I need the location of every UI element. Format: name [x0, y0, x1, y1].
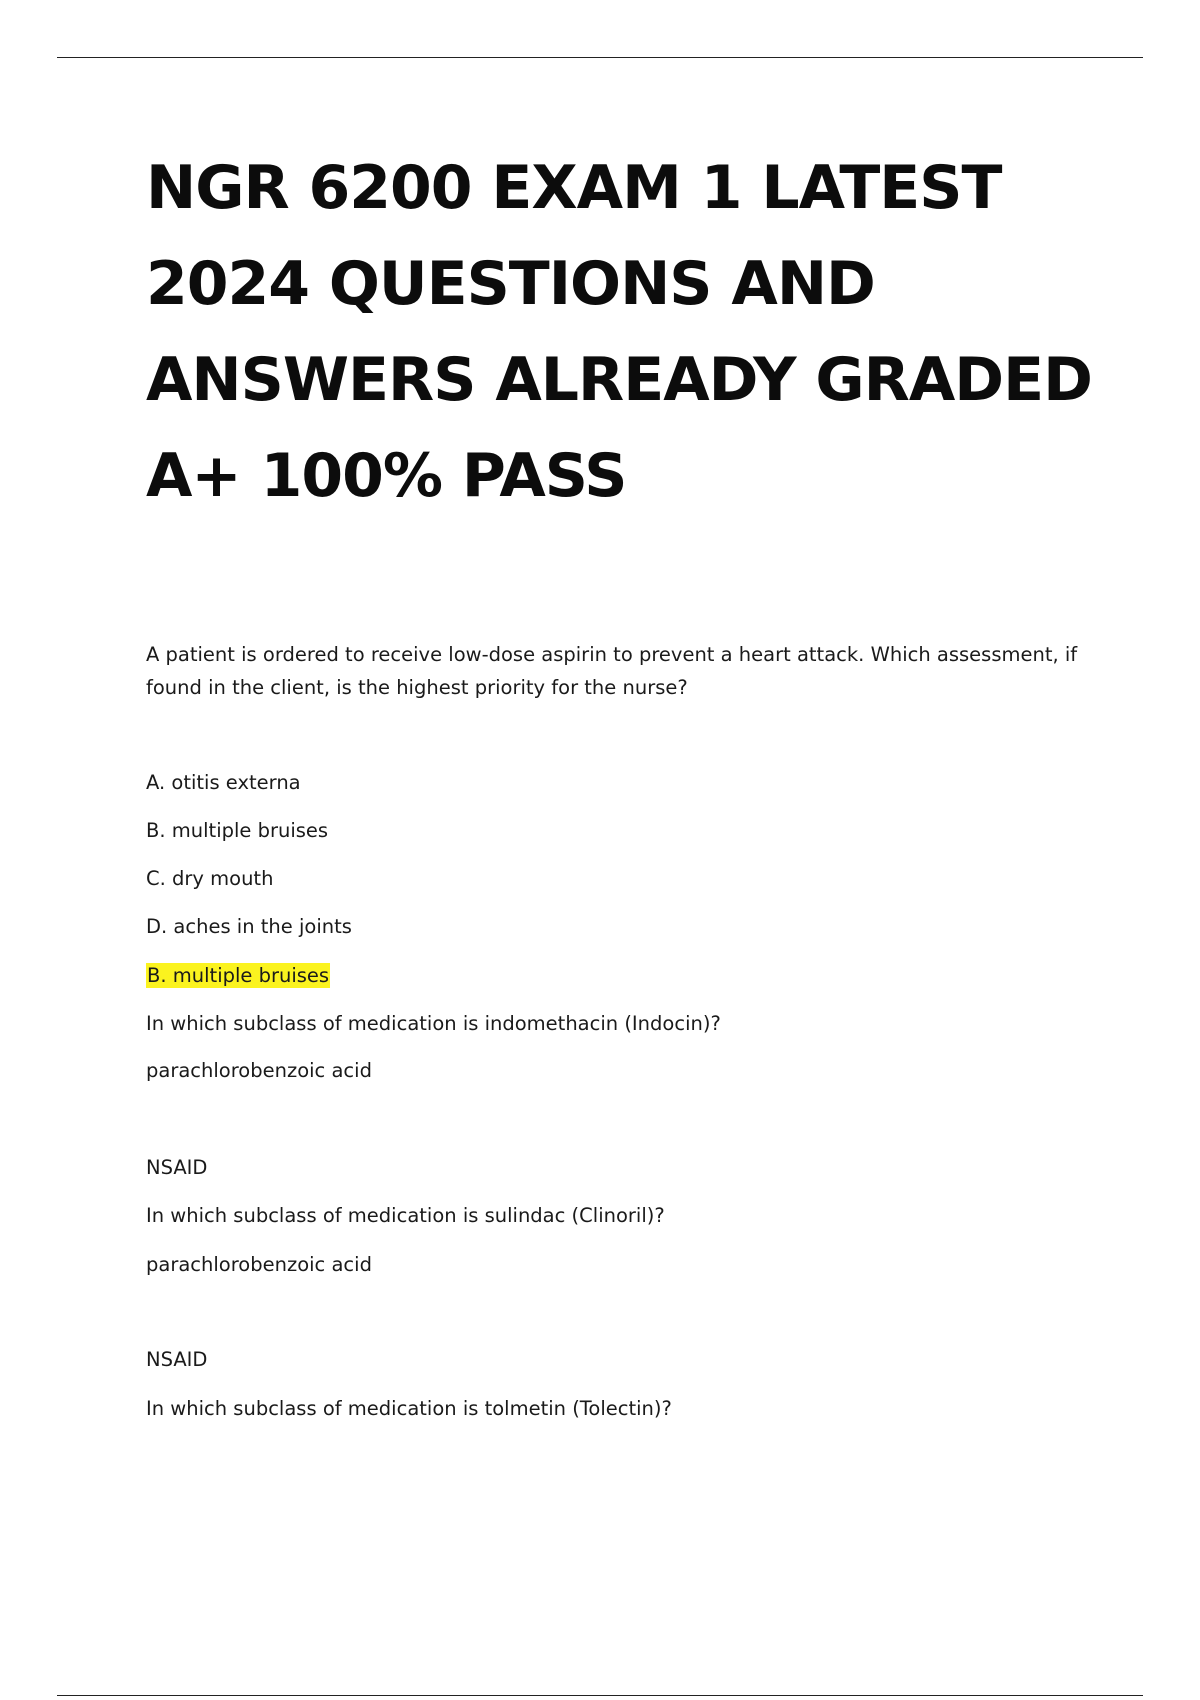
question-1-option-b: B. multiple bruises — [146, 819, 329, 842]
bottom-rule — [57, 1695, 1143, 1696]
title-line-2: 2024 QUESTIONS AND — [146, 249, 875, 319]
title-line-4: A+ 100% PASS — [146, 441, 627, 511]
title-line-1: NGR 6200 EXAM 1 LATEST — [146, 153, 1002, 223]
question-1-option-a: A. otitis externa — [146, 771, 301, 794]
question-3-option: parachlorobenzoic acid — [146, 1253, 372, 1276]
question-3-answer: NSAID — [146, 1348, 208, 1371]
title-line-3: ANSWERS ALREADY GRADED — [146, 345, 1092, 415]
document-title — [146, 140, 1106, 524]
question-1-option-c: C. dry mouth — [146, 867, 274, 890]
question-2-text: In which subclass of medication is indomethacin (Indocin)? — [146, 1012, 721, 1035]
question-2-answer: NSAID — [146, 1156, 208, 1179]
question-3-text: In which subclass of medication is sulindac (Clinoril)? — [146, 1204, 665, 1227]
question-1-option-d: D. aches in the joints — [146, 915, 352, 938]
question-2-option: parachlorobenzoic acid — [146, 1059, 372, 1082]
question-4-text: In which subclass of medication is tolmetin (Tolectin)? — [146, 1397, 672, 1420]
question-1-answer — [146, 962, 330, 990]
answer-highlight: B. multiple bruises — [147, 964, 330, 987]
top-rule — [57, 57, 1143, 58]
question-1-text: A patient is ordered to receive low-dose aspirin to prevent a heart attack. Which assessment, if found in the client, is the highest priority for the nurse? — [146, 643, 1078, 699]
